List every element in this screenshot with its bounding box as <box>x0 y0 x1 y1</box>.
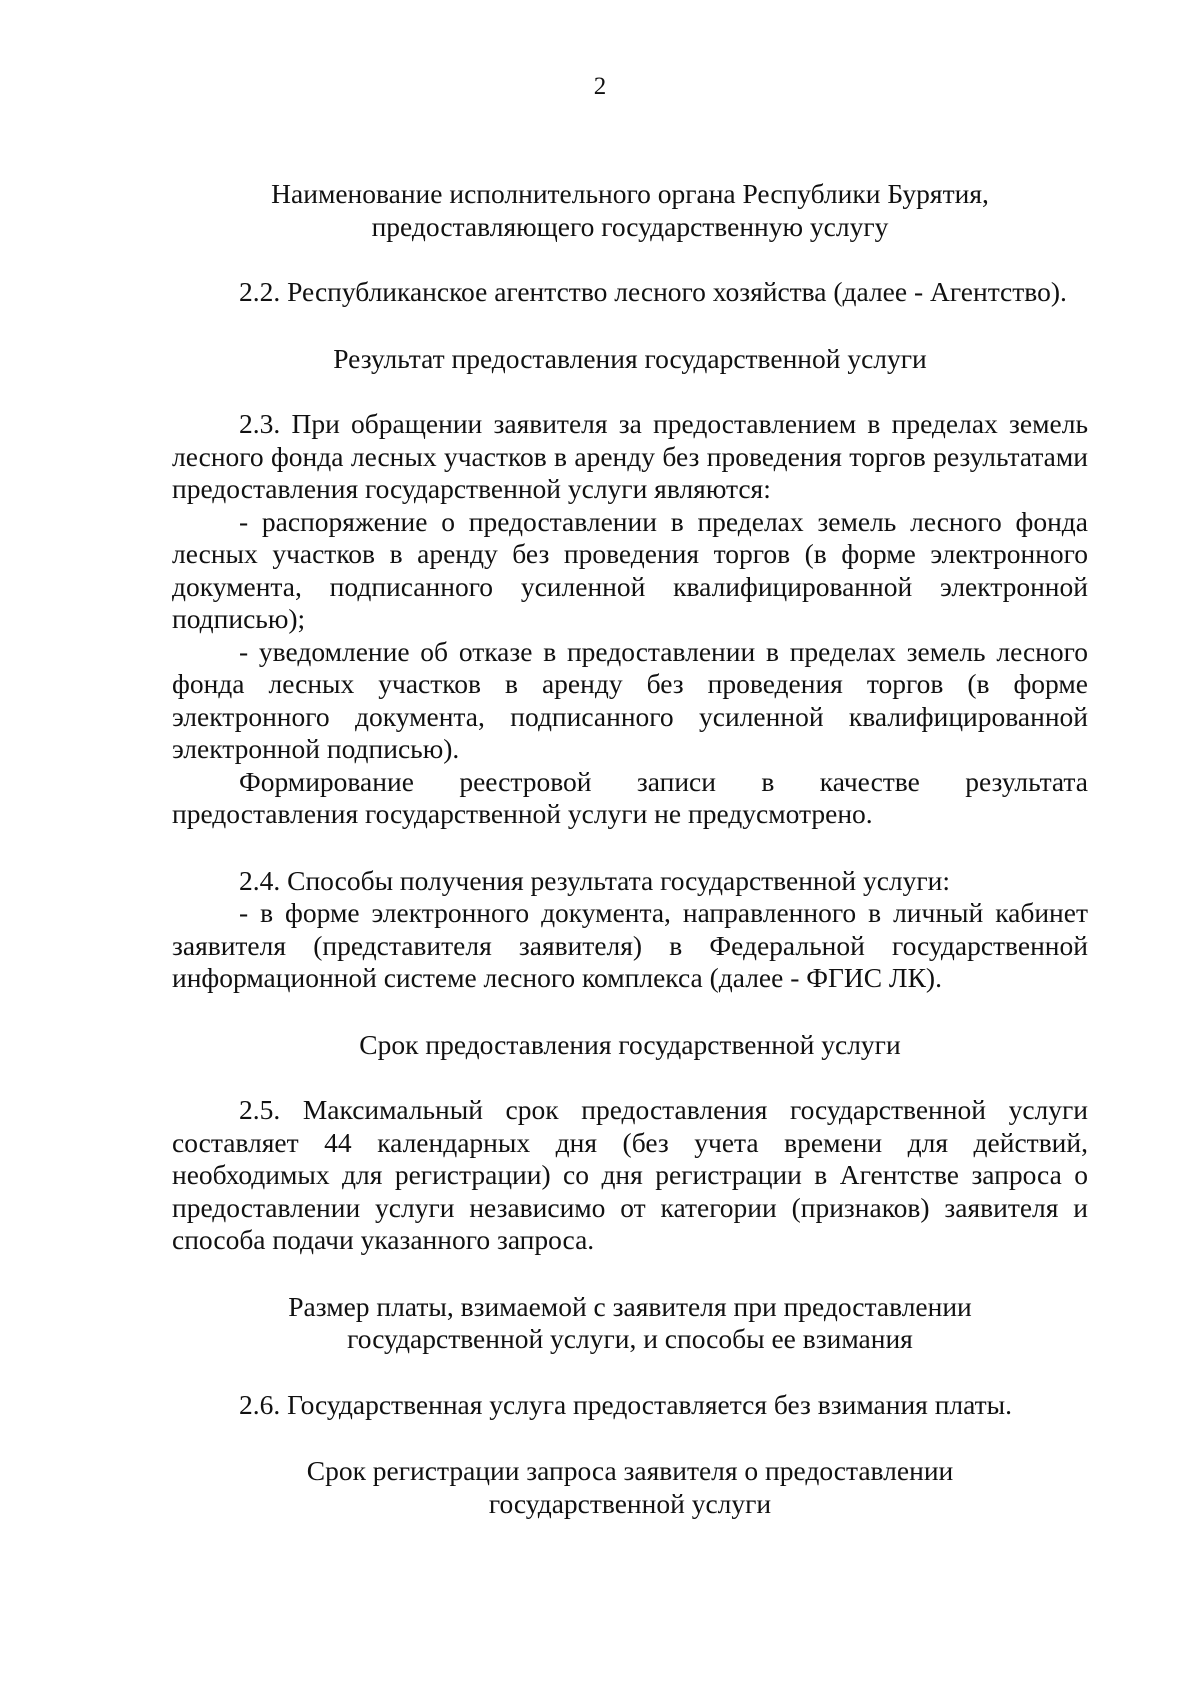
paragraph-2-2: 2.2. Республиканское агентство лесного хозяйства (далее - Агентство). <box>239 276 1067 307</box>
heading-line: Наименование исполнительного органа Республики Бурятия, <box>271 178 989 209</box>
heading-line: Размер платы, взимаемой с заявителя при предоставлении <box>288 1290 972 1322</box>
section-heading-registration-term <box>172 1455 1088 1520</box>
paragraph-2-3: 2.3. При обращении заявителя за предоставлением в пределах земель лесного фонда лесных участков в аренду без проведения торгов результатами предоставления государственной услуги являются: <box>172 408 1088 504</box>
document-body <box>172 178 1088 1520</box>
section-heading-fee <box>172 1291 1088 1356</box>
heading-line: государственной услуги <box>488 1487 772 1519</box>
paragraph-2-5: 2.5. Максимальный срок предоставления государственной услуги составляет 44 календарных дня (без учета времени для действий, необходимых для регистрации) со дня регистрации в Агентстве запроса о предоставлении услуги независимо от категории (признаков) заявителя и способа подачи указанного запроса. <box>172 1094 1088 1255</box>
heading-line: предоставляющего государственную услугу <box>371 210 889 242</box>
paragraph-2-4: 2.4. Способы получения результата государственной услуги: <box>239 864 951 896</box>
paragraph-2-3-order: - распоряжение о предоставлении в пределах земель лесного фонда лесных участков в аренду без проведения торгов (в форме электронного документа, подписанного усиленной квалифицированной электронной подписью); <box>172 505 1088 634</box>
section-heading-result <box>172 343 1088 376</box>
heading-line: Срок предоставления государственной услуги <box>359 1028 901 1060</box>
page-number: 2 <box>593 73 607 100</box>
heading-line: Срок регистрации запроса заявителя о предоставлении <box>306 1455 954 1486</box>
paragraph-2-3-refusal: - уведомление об отказе в предоставлении в пределах земель лесного фонда лесных участков в аренду без проведения торгов (в форме электронного документа, подписанного усиленной квалифицированной электронной подписью). <box>172 635 1088 764</box>
section-heading-executive-body <box>172 178 1088 243</box>
section-heading-term <box>172 1029 1088 1062</box>
heading-line: государственной услуги, и способы ее взимания <box>347 1323 913 1354</box>
heading-line: Результат предоставления государственной услуги <box>333 342 927 374</box>
paragraph-2-6: 2.6. Государственная услуга предоставляется без взимания платы. <box>239 1388 1012 1420</box>
paragraph-2-4-electronic: - в форме электронного документа, направленного в личный кабинет заявителя (представителя заявителя) в Федеральной государственной информационной системе лесного комплекса (далее - ФГИС ЛК). <box>172 897 1088 993</box>
paragraph-2-3-registry: Формирование реестровой записи в качестве результата предоставления государственной услуги не предусмотрено. <box>172 765 1088 829</box>
